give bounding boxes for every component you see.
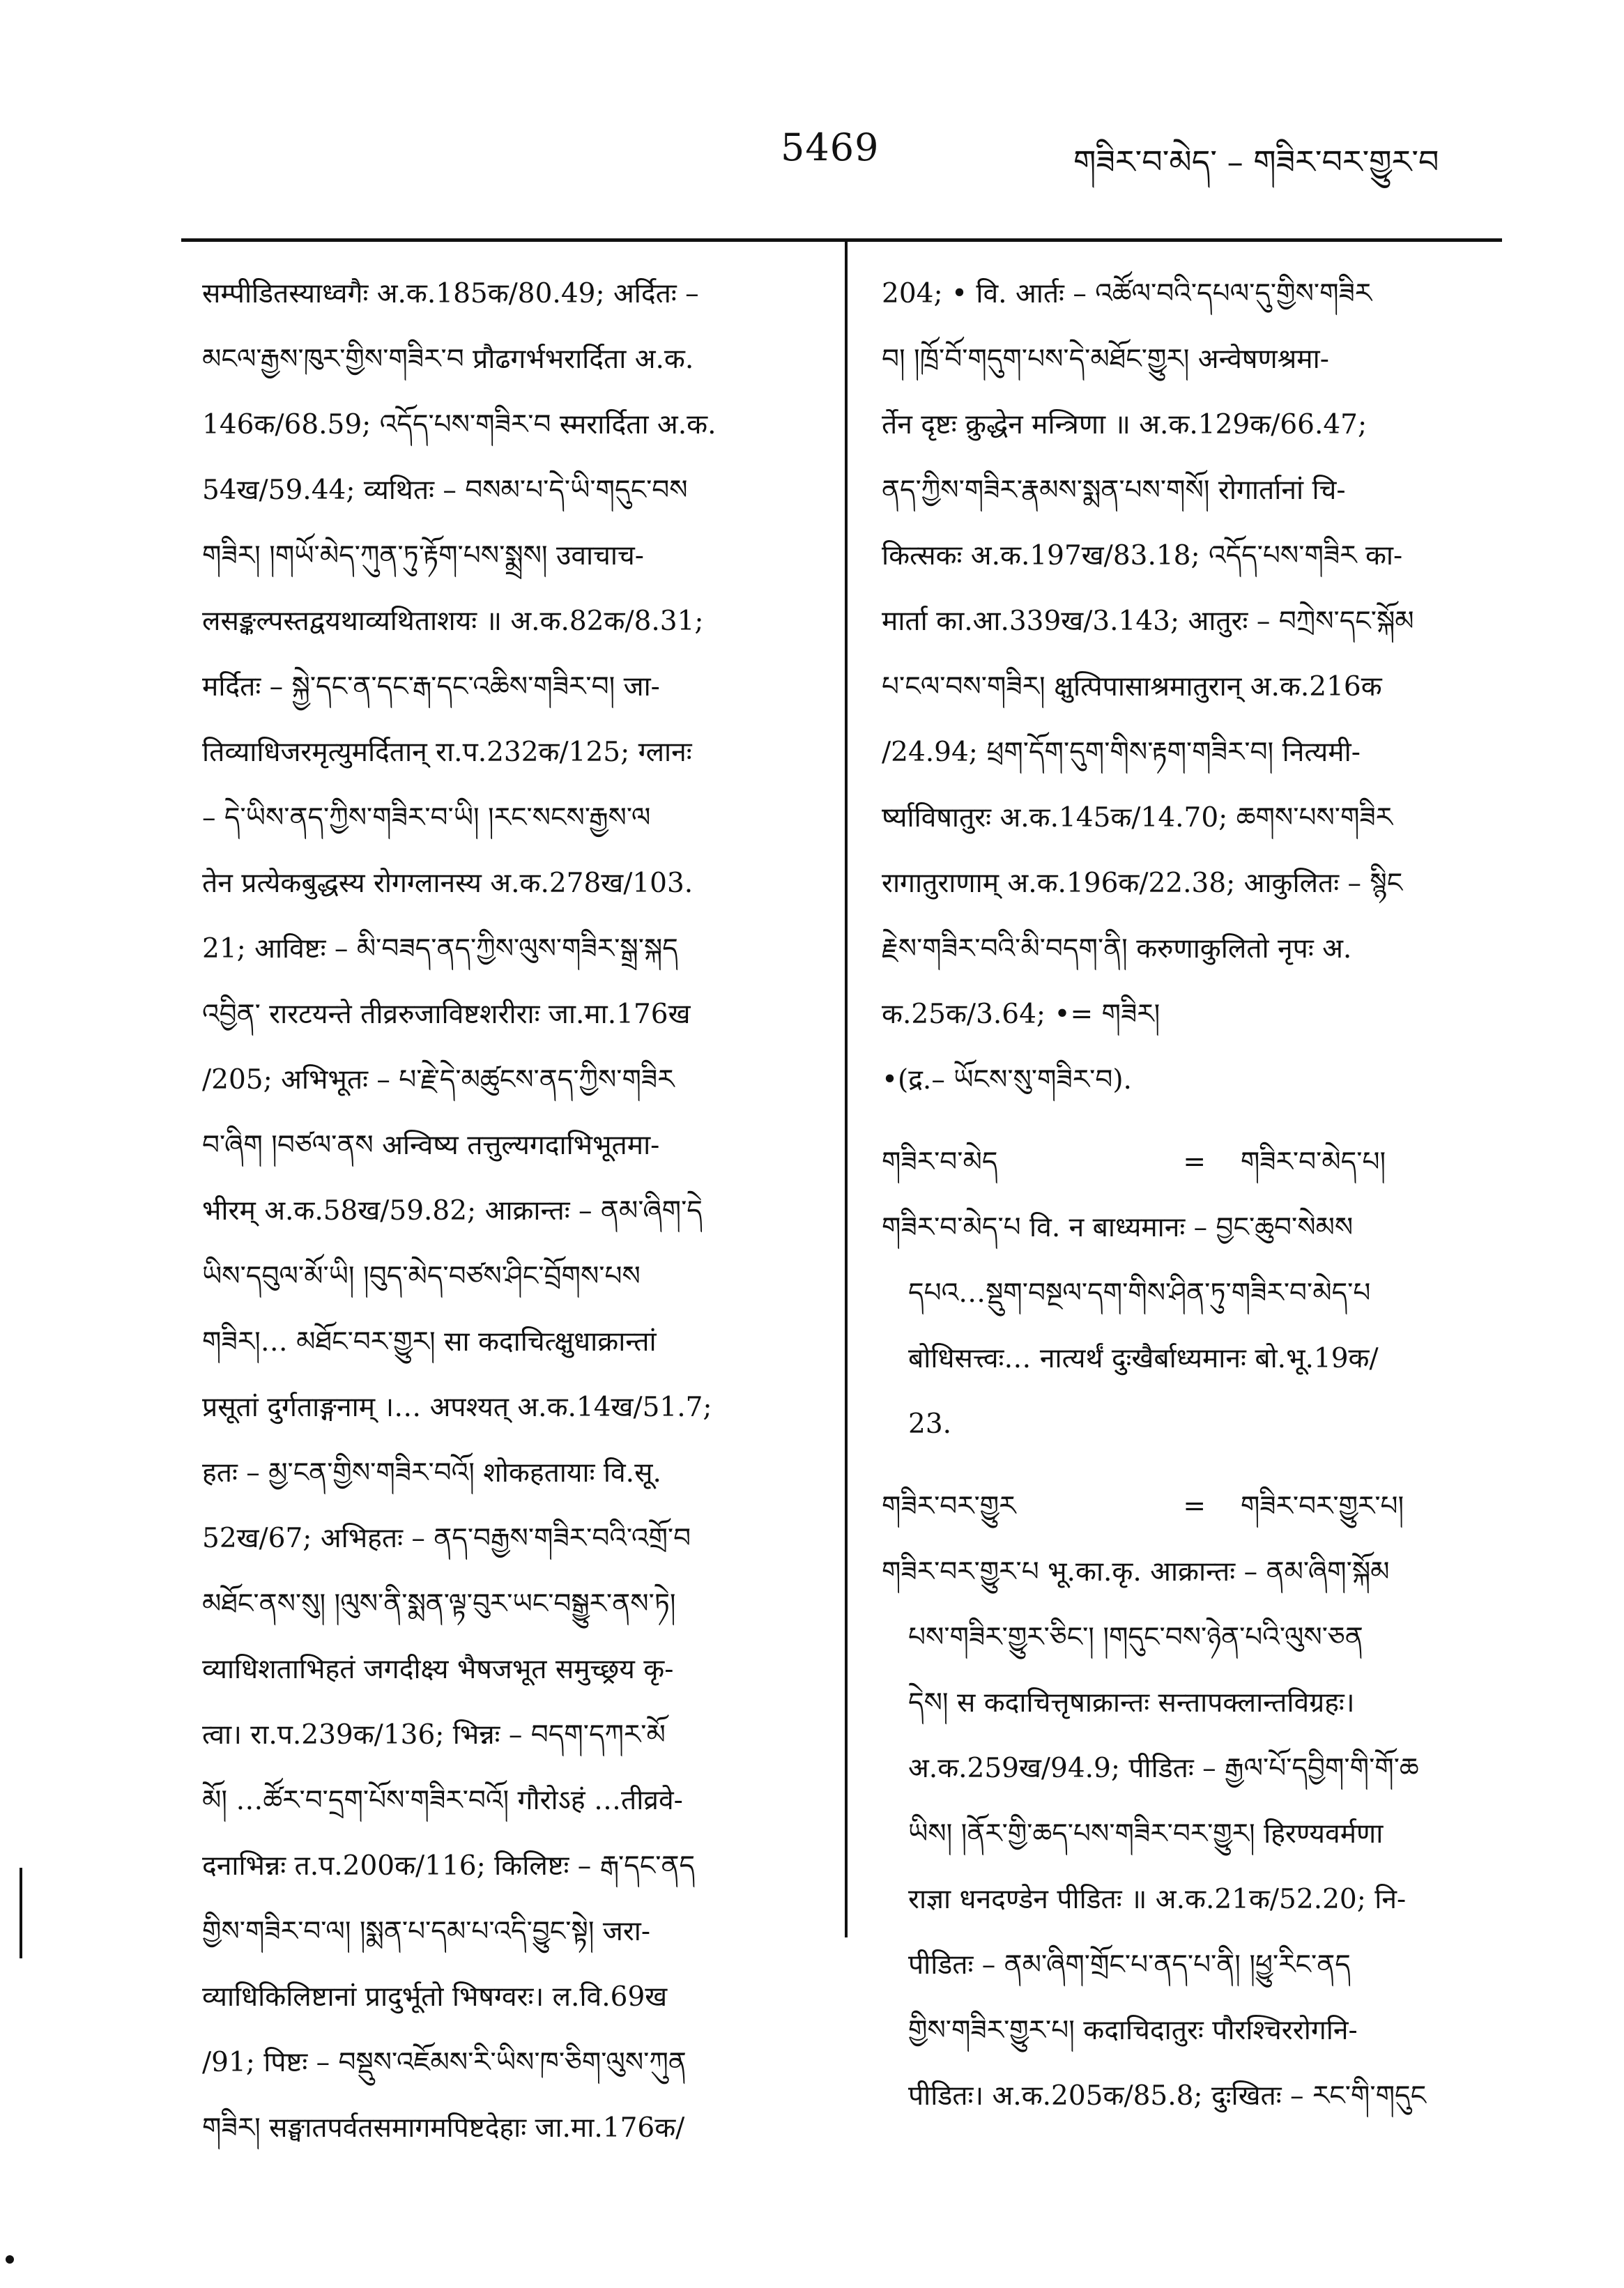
scan-dot	[6, 2255, 14, 2264]
page-number: 5469	[781, 125, 880, 169]
text-line: ཡིས་དབུལ་མོ་ཡི། །བུད་མེད་བཙས་ཤིང་བྲོགས་པས	[202, 1261, 641, 1292]
text-line: /91; पिष्टः – བསྡུས་འཇོམས་རི་ཡིས་ཁ་ཅིག་ལུས་ཀུན	[202, 2047, 687, 2078]
headword-entry-3	[882, 1474, 1495, 1540]
text-line: त्वा। रा.प.239क/136; भिन्नः – བདག་དཀར་མོ	[202, 1719, 666, 1751]
text-line: 54ख/59.44; व्यथितः – བསམ་པ་དེ་ཡི་གདུང་བས	[202, 475, 688, 506]
text-line: भीरम् अ.क.58ख/59.82; आक्रान्तः – ནམ་ཞིག་དེ	[202, 1195, 703, 1227]
right-column	[882, 261, 1495, 2129]
text-line: अ.क.259ख/94.9; पीडितः – རྒྱལ་པོ་དབྱིག་གི་གོ་ཆ	[908, 1753, 1419, 1784]
text-line: གཟིར།… མཐོང་བར་གྱུར། सा कदाचित्क्षुधाक्रान्तां	[202, 1326, 657, 1358]
text-line: དཔའ…སྡུག་བསྔལ་དག་གིས་ཤིན་ཏུ་གཟིར་བ་མེད་པ	[908, 1277, 1371, 1309]
text-line: 204; • वि. आर्तः – འཚོལ་བའི་དཔལ་དུ་གྱིས་གཟིར	[882, 278, 1372, 309]
text-line: གྱིས་གཟིར་གྱུར་པ། कदाचिदातुरः पौरश्चिररोगनि-	[908, 2015, 1358, 2046]
text-line: པ་ངལ་བས་གཟིར། क्षुत्पिपासाश्रमातुरान् अ.क.216क	[882, 671, 1382, 702]
text-line: གྱིས་གཟིར་བ་ལ། །སྨན་པ་དམ་པ་འདི་བྱུང་སྟེ། जरा-	[202, 1916, 651, 1947]
text-line: /24.94; ཕྲག་དོག་དུག་གིས་རྟག་གཟིར་བ། नित्यमी-	[882, 737, 1361, 768]
text-line: क.25क/3.64; •= གཟིར།	[882, 999, 1160, 1030]
text-line: མངལ་རྒྱས་ཁུར་གྱིས་གཟིར་བ प्रौढगर्भभरार्दिता अ.क.	[202, 344, 694, 375]
margin-mark	[20, 1868, 22, 1958]
text-line: 21; आविष्टः – མི་བཟད་ནད་ཀྱིས་ལུས་གཟིར་སྒྲ་སྐད	[202, 933, 678, 965]
text-line: व्याधिकिलिष्टानां प्रादुर्भूतो भिषग्वरः। ल.वि.69ख	[202, 1981, 668, 2013]
text-line: र्तेन दृष्टः क्रुद्धेन मन्त्रिणा ॥ अ.क.129क/66.47;	[882, 409, 1368, 440]
column-divider	[845, 238, 848, 1937]
headword-term: གཟིར་བར་གྱུར	[882, 1491, 1016, 1522]
header-rule	[181, 238, 1502, 242]
equals-sign: =	[1183, 1146, 1206, 1178]
text-line: दनाभिन्नः त.प.200क/116; किलिष्टः – རྒ་དང་ནད	[202, 1850, 696, 1882]
running-head: གཟིར་བ་མེད་ – གཟིར་བར་གྱུར་བ	[1073, 143, 1439, 181]
text-line: /205; अभिभूतः – པ་རྗེ་དེ་མཚུངས་ནད་ཀྱིས་གཟིར	[202, 1064, 675, 1096]
text-line: བ་ཞིག །བཙལ་ནས अन्विष्य तत्तुल्यगदाभिभूतमा-	[202, 1130, 660, 1161]
text-line: र्ष्याविषातुरः अ.क.145क/14.70; ཆགས་པས་གཟིར	[882, 802, 1393, 834]
text-line: 52ख/67; अभिहतः – ནད་བརྒྱས་གཟིར་བའི་འགྲོ་བ	[202, 1523, 691, 1554]
text-line: मार्ता का.आ.339ख/3.143; आतुरः – བཀྲེས་དང་སྐོམ	[882, 606, 1414, 637]
text-line: पीडितः – ནམ་ཞིག་གྲོང་པ་ནད་པ་ནི། །ཕྱུ་རིང་ནད	[908, 1949, 1351, 1981]
text-line: མོ། …ཚོར་བ་དྲག་པོས་གཟིར་བའོ། गौरोऽहं …तीव्रवे-	[202, 1785, 683, 1816]
text-line: कित्सकः अ.क.197ख/83.18; འདོད་པས་གཟིར का-	[882, 540, 1403, 571]
text-line: बोधिसत्त्वः… नात्यर्थं दुःखैर्बाध्यमानः बो.भू.19क/	[908, 1343, 1379, 1374]
text-line: सम्पीडितस्याध्वगैः अ.क.185क/80.49; अर्दितः –	[202, 278, 699, 309]
text-line: གཟིར་བར་གྱུར་པ भू.का.कृ. आक्रान्तः – ནམ་ཞིག་སྐོམ	[882, 1556, 1390, 1588]
entry-2	[882, 1195, 1495, 1457]
text-line: གཟིར། सङ्घातपर्वतसमागमपिष्टदेहाः जा.मा.176क/	[202, 2112, 685, 2144]
cross-reference: གཟིར་བར་གྱུར་པ།	[1240, 1491, 1404, 1522]
text-line: གཟིར་བ་མེད་པ वि. न बाध्यमानः – བྱང་ཆུབ་སེམས	[882, 1212, 1354, 1243]
text-line: व्याधिशताभिहतं जगदीक्ष्य भैषजभूत समुच्छ्रय कृ-	[202, 1654, 674, 1685]
text-line: तेन प्रत्येकबुद्धस्य रोगग्लानस्य अ.क.278ख/103.	[202, 868, 694, 899]
text-line: लसङ्कल्पस्तद्वयथाव्यथिताशयः ॥ अ.क.82क/8.31;	[202, 606, 704, 637]
text-line: – དེ་ཡིས་ནད་ཀྱིས་གཟིར་བ་ཡི། །རང་སངས་རྒྱས་ལ	[202, 802, 651, 834]
text-line: मर्दितः – སྐྱེ་དང་ན་དང་རྒ་དང་འཆིས་གཟིར་བ། जा-	[202, 671, 660, 702]
text-line: प्रसूतां दुर्गताङ्गनाम् ।… अपश्यत् अ.क.14ख/51.7;	[202, 1392, 712, 1423]
cross-reference: གཟིར་བ་མེད་པ།	[1240, 1146, 1386, 1178]
text-line: राज्ञा धनदण्डेन पीडितः ॥ अ.क.21क/52.20; नि-	[908, 1884, 1407, 1915]
equals-sign: =	[1183, 1491, 1206, 1522]
text-line: ཡིས། །ནོར་གྱི་ཆད་པས་གཟིར་བར་གྱུར། हिरण्यवर्मणा	[908, 1818, 1384, 1850]
entry-4	[882, 1540, 1495, 2129]
text-line: ནད་ཀྱིས་གཟིར་རྣམས་སྨན་པས་གསོ། रोगार्तानां चि-	[882, 475, 1346, 506]
text-line: འབྱིན་ रारटयन्ते तीव्ररुजाविष्टशरीराः जा.मा.176ख	[202, 999, 691, 1030]
text-line: བ། །ཁྲོ་བོ་གདུག་པས་དེ་མཐོང་གྱུར། अन्वेषणश्रमा-	[882, 344, 1329, 375]
text-line: 23.	[908, 1408, 952, 1440]
text-line: तिव्याधिजरमृत्युमर्दितान् रा.प.232क/125; ग्लानः	[202, 737, 692, 768]
left-column	[202, 261, 815, 2161]
text-line: དེས། स कदाचित्तृषाक्रान्तः सन्तापक्लान्तविग्रहः।	[908, 1687, 1355, 1719]
text-line: མཐོང་ནས་སུ། །ལུས་ནི་སྨན་ལྟ་བུར་ཡང་བསྒྱུར་ནས་ཏེ།	[202, 1588, 676, 1620]
text-line: པས་གཟིར་གྱུར་ཅིང་། །གདུང་བས་ཉེན་པའི་ལུས་ཅན	[908, 1622, 1363, 1653]
right-intro	[882, 261, 1495, 1113]
text-line: पीडितः। अ.क.205क/85.8; दुःखितः – རང་གི་གདུང	[908, 2080, 1427, 2112]
text-line: हतः – མྱ་ངན་གྱིས་གཟིར་བའོ། शोकहतायाः वि.सू.	[202, 1457, 661, 1489]
text-line: •(द्र.– ཡོངས་སུ་གཟིར་བ).	[882, 1064, 1132, 1096]
text-line: 146क/68.59; འདོད་པས་གཟིར་བ स्मरार्दिता अ.क.	[202, 409, 717, 440]
headword-term: གཟིར་བ་མེད	[882, 1146, 998, 1178]
headword-entry-1	[882, 1130, 1495, 1195]
text-line: རྗེས་གཟིར་བའི་མི་བདག་ནི། करुणाकुलितो नृपः अ.	[882, 933, 1352, 965]
text-line: रागातुराणाम् अ.क.196क/22.38; आकुलितः – སྙིང	[882, 868, 1403, 899]
text-line: གཟིར། །གཡོ་མེད་ཀུན་ཏུ་རྟོག་པས་སྨྲས། उवाचाच-	[202, 540, 644, 571]
